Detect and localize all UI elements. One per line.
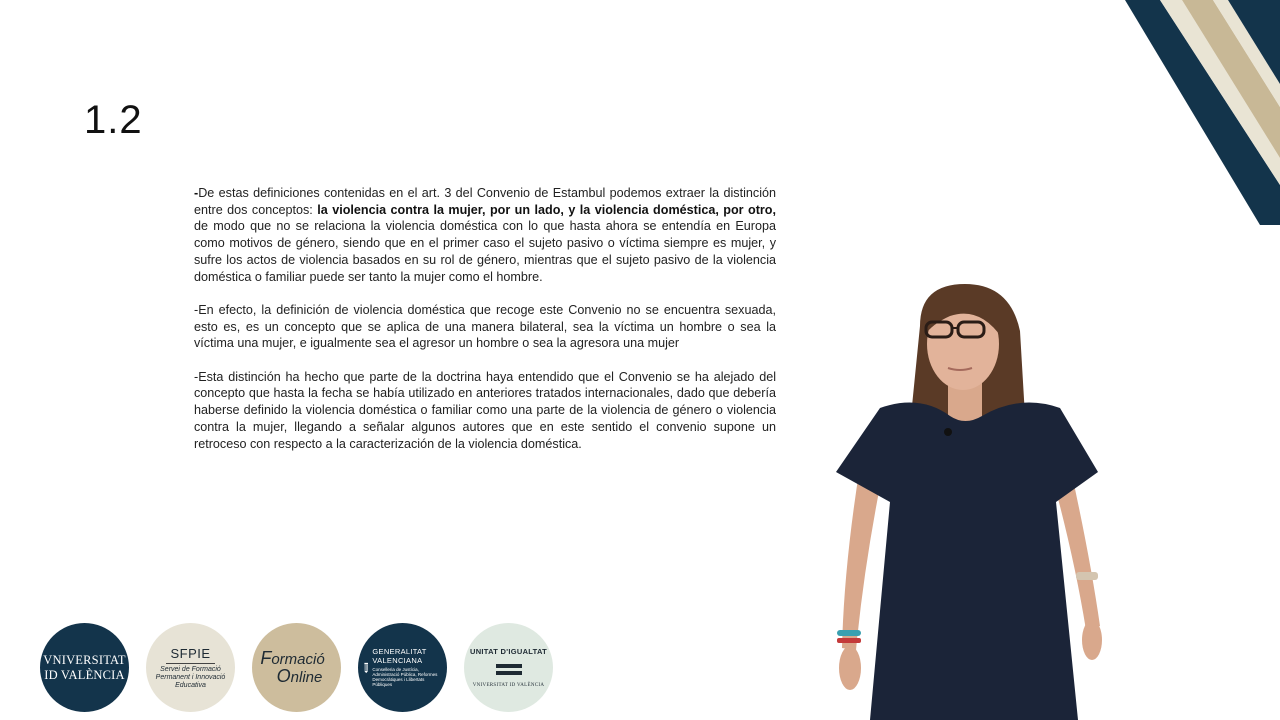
formacio-online-logo	[252, 623, 341, 712]
paragraph-2: -En efecto, la definición de violencia doméstica que recoge este Convenio no se encuentra sexuada, esto es, es un concepto que se aplica de una manera bilateral, sea la víctima un hombre o sea la víctima una mujer, e igualmente sea el agresor un hombre o sea la agresora una mujer	[194, 302, 776, 351]
formacio-logo-line2: Online	[276, 665, 323, 686]
igualtat-logo-sub: VNIVERSITAT ID VALÈNCIA	[472, 683, 545, 688]
paragraph-1	[194, 185, 776, 285]
universitat-valencia-logo	[40, 623, 129, 712]
uv-logo-line2: ID VALÈNCIA	[44, 667, 125, 682]
generalitat-logo-text	[372, 648, 441, 687]
slide-body-text	[194, 185, 776, 469]
corner-stripes-decoration	[1120, 0, 1280, 230]
uv-logo-line1: VNIVERSITAT	[43, 652, 126, 667]
equals-icon	[496, 661, 522, 678]
generalitat-valenciana-logo	[358, 623, 447, 712]
gv-logo-line2: VALENCIANA	[372, 655, 423, 665]
sfpie-logo-subtitle: Servei de Formació Permanent i Innovació Educativa	[155, 665, 226, 689]
paragraph-1-text-end: de modo que no se relaciona la violencia doméstica con lo que hasta ahora se entendía en Europa como motivos de género, siendo que en el primer caso el sujeto pasivo o víctima siempre es mujer, y sufre los actos de violencia basados en su rol de género, mientras que el sujeto pasivo de la violencia doméstica o familiar puede ser tanto la mujer como el hombre.	[194, 219, 776, 284]
gv-logo-sub: Conselleria de Justícia, Administració Pública, Reformes Democràtiques i Llibertats Públiques	[372, 667, 438, 687]
generalitat-crest-icon	[364, 654, 368, 682]
partner-logos	[40, 623, 553, 712]
presenter-figure	[820, 276, 1120, 720]
sfpie-logo	[146, 623, 235, 712]
slide-number: 1.2	[84, 98, 143, 142]
paragraph-1-text-start: De estas definiciones contenidas en el art. 3 del Convenio de Estambul podemos extraer la distinción entre dos conceptos:	[194, 186, 776, 217]
paragraph-3: -Esta distinción ha hecho que parte de la doctrina haya entendido que el Convenio se ha alejado del concepto que hasta la fecha se había utilizado en anteriores tratados internacionales, dado que debería haberse definido la violencia doméstica o familiar como una parte de la violencia de género o violencia contra la mujer, llegando a señalar algunos autores que en este sentido el convenio supone un retroceso con respecto a la caracterización de la violencia doméstica.	[194, 369, 776, 451]
sfpie-logo-title: SFPIE	[166, 646, 214, 664]
unitat-igualtat-logo	[464, 623, 553, 712]
paragraph-1-emphasis: la violencia contra la mujer, por un lado, y la violencia doméstica, por otro,	[317, 202, 777, 217]
formacio-logo-line1: Formació	[260, 647, 325, 668]
paragraph-1-lead: -	[194, 186, 199, 200]
igualtat-logo-title: UNITAT D'IGUALTAT	[469, 647, 547, 656]
gv-logo-line1: GENERALITAT	[372, 647, 427, 656]
